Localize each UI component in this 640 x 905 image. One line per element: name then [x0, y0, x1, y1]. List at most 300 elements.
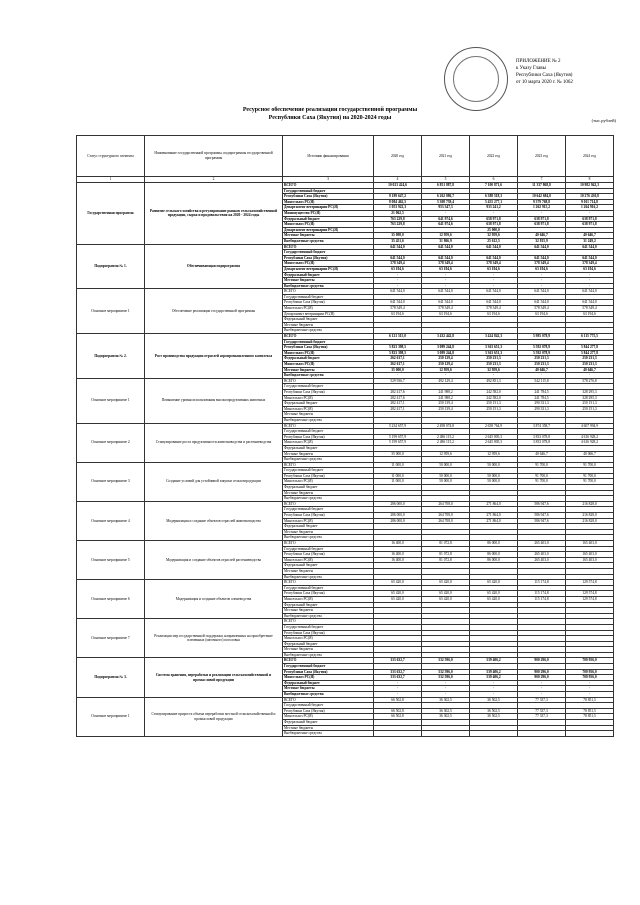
- value-cell: -: [566, 278, 614, 284]
- value-cell: 6 115 775,5: [566, 334, 614, 340]
- value-cell: -: [518, 283, 566, 289]
- status-cell: Подпрограмма № 3.: [77, 658, 145, 697]
- value-cell: 5 234 657,9: [374, 423, 422, 429]
- value-cell: 77 337,3: [518, 697, 566, 703]
- value-cell: 290 331,3: [518, 406, 566, 412]
- value-cell: -: [422, 283, 470, 289]
- value-cell: 539 406,2: [470, 669, 518, 675]
- value-cell: 271 864,0: [470, 518, 518, 524]
- value-cell: 165 403,0: [566, 552, 614, 558]
- value-cell: 578 349,4: [566, 261, 614, 267]
- value-cell: 492 129,4: [422, 378, 470, 384]
- col-number: 6: [470, 177, 518, 183]
- appendix-header: [516, 58, 626, 86]
- value-cell: 532 596,0: [422, 669, 470, 675]
- source-cell: Федеральный бюджет: [283, 216, 374, 222]
- value-cell: 900 296,0: [518, 658, 566, 664]
- value-cell: 578 349,4: [374, 306, 422, 312]
- value-cell: -: [518, 272, 566, 278]
- value-cell: 25 612,5: [470, 238, 518, 244]
- value-cell: 638 971,8: [518, 216, 566, 222]
- value-cell: 2 645 805,3: [470, 440, 518, 446]
- value-cell: 66 502,8: [374, 708, 422, 714]
- source-cell: Государственный бюджет: [283, 507, 374, 513]
- value-cell: 641 544,0: [422, 289, 470, 295]
- source-cell: ВСЕГО: [283, 697, 374, 703]
- value-cell: 700 956,0: [566, 669, 614, 675]
- value-cell: 763 229,8: [374, 216, 422, 222]
- value-cell: 333 632,7: [374, 669, 422, 675]
- header-2022: 2022 год: [470, 136, 518, 177]
- value-cell: -: [470, 692, 518, 698]
- value-cell: 66 502,8: [374, 697, 422, 703]
- value-cell: 5 455 277,1: [470, 199, 518, 205]
- source-cell: ВСЕГО: [283, 619, 374, 625]
- source-cell: Государственный бюджет: [283, 703, 374, 709]
- value-cell: 81 072,8: [422, 541, 470, 547]
- source-cell: Республики Саха (Якутия): [283, 552, 374, 558]
- value-cell: 641 544,0: [374, 244, 422, 250]
- value-cell: 91 700,0: [566, 462, 614, 468]
- source-cell: Федеральный бюджет: [283, 485, 374, 491]
- source-cell: Республики Саха (Якутия): [283, 434, 374, 440]
- source-cell: Республики Саха (Якутия): [283, 591, 374, 597]
- value-cell: 3 432 442,8: [422, 334, 470, 340]
- source-cell: Федеральный бюджет: [283, 720, 374, 726]
- source-cell: Минсельхоз РС(Я): [283, 440, 374, 446]
- value-cell: 10 982 942,3: [566, 183, 614, 189]
- value-cell: -: [566, 373, 614, 379]
- value-cell: 539 406,2: [470, 675, 518, 681]
- value-cell: 4 616 928,2: [566, 434, 614, 440]
- value-cell: -: [566, 680, 614, 686]
- appendix-line: к Указу Главы: [516, 66, 546, 71]
- value-cell: 250 129,4: [422, 356, 470, 362]
- value-cell: 250 151,3: [566, 406, 614, 412]
- value-cell: 5 592 078,9: [518, 350, 566, 356]
- source-cell: Внебюджетные средства: [283, 373, 374, 379]
- value-cell: 539 406,2: [470, 658, 518, 664]
- value-cell: 532 596,0: [422, 675, 470, 681]
- source-cell: Минсельхоз РС(Я): [283, 395, 374, 401]
- value-cell: 641 974,6: [422, 222, 470, 228]
- value-cell: 933 241,2: [470, 205, 518, 211]
- value-cell: 81 072,8: [422, 552, 470, 558]
- value-cell: 286 000,0: [374, 513, 422, 519]
- value-cell: -: [470, 373, 518, 379]
- value-cell: 32 815,9: [518, 238, 566, 244]
- value-cell: [518, 731, 566, 737]
- value-cell: 25 000,0: [470, 227, 518, 233]
- value-cell: 1 264 916,2: [566, 205, 614, 211]
- value-cell: 2 486 115,2: [422, 434, 470, 440]
- value-cell: 3 363 651,3: [470, 350, 518, 356]
- value-cell: -: [470, 283, 518, 289]
- value-cell: 328 295,3: [566, 389, 614, 395]
- value-cell: 5 823 398,5: [374, 345, 422, 351]
- value-cell: 241 784,5: [518, 389, 566, 395]
- value-cell: -: [518, 373, 566, 379]
- source-cell: Минсельхоз РС(Я): [283, 350, 374, 356]
- program-name-cell: Стимулирование прироста объема переработки местной сельскохозяйственной и промысловой продукции: [145, 697, 283, 736]
- source-cell: Местные бюджеты: [283, 608, 374, 614]
- value-cell: 3 424 842,3: [470, 334, 518, 340]
- value-cell: 641 544,0: [374, 289, 422, 295]
- value-cell: 578 349,4: [470, 306, 518, 312]
- value-cell: 586 947,6: [518, 513, 566, 519]
- value-cell: -: [422, 373, 470, 379]
- source-cell: Федеральный бюджет: [283, 602, 374, 608]
- value-cell: 40 646,7: [518, 367, 566, 373]
- source-cell: Государственный бюджет: [283, 339, 374, 345]
- value-cell: 641 544,0: [518, 289, 566, 295]
- value-cell: 641 544,0: [470, 244, 518, 250]
- value-cell: 86 000,0: [470, 557, 518, 563]
- source-cell: Местные бюджеты: [283, 233, 374, 239]
- source-cell: Минсельхоз РС(Я): [283, 199, 374, 205]
- source-cell: ВСЕГО: [283, 501, 374, 507]
- value-cell: -: [470, 278, 518, 284]
- value-cell: 250 151,3: [566, 401, 614, 407]
- value-cell: 35 000,0: [374, 367, 422, 373]
- source-cell: ВСЕГО: [283, 378, 374, 384]
- value-cell: 641 544,0: [566, 244, 614, 250]
- source-cell: Республики Саха (Якутия): [283, 630, 374, 636]
- value-cell: 578 349,4: [374, 261, 422, 267]
- source-cell: Внебюджетные средства: [283, 535, 374, 541]
- value-cell: 50 000,0: [470, 479, 518, 485]
- value-cell: 36 502,5: [470, 708, 518, 714]
- source-cell: ВСЕГО: [283, 334, 374, 340]
- value-cell: 7 100 871,6: [470, 183, 518, 189]
- header-status: Статус структурного элемента: [77, 136, 145, 177]
- value-cell: 271 864,0: [470, 513, 518, 519]
- value-cell: 900 296,0: [518, 675, 566, 681]
- value-cell: -: [566, 283, 614, 289]
- value-cell: 282 417,1: [374, 401, 422, 407]
- value-cell: -: [470, 686, 518, 692]
- value-cell: 578 349,4: [566, 306, 614, 312]
- value-cell: 250 231,3: [470, 356, 518, 362]
- source-cell: Местные бюджеты: [283, 647, 374, 653]
- value-cell: 31 866,9: [422, 238, 470, 244]
- source-cell: ВСЕГО: [283, 183, 374, 189]
- value-cell: 36 302,5: [422, 697, 470, 703]
- value-cell: 250 231,3: [470, 362, 518, 368]
- value-cell: 12 959,6: [422, 233, 470, 239]
- program-name-cell: Стимулирование роста продуктивности животноводства и растениеводства: [145, 423, 283, 462]
- source-cell: ВСЕГО: [283, 580, 374, 586]
- value-cell: 586 947,6: [518, 501, 566, 507]
- value-cell: 65 420,0: [374, 580, 422, 586]
- value-cell: -: [422, 692, 470, 698]
- source-cell: Местные бюджеты: [283, 412, 374, 418]
- value-cell: 638 971,8: [566, 216, 614, 222]
- value-cell: 264 708,0: [422, 518, 470, 524]
- value-cell: 2 486 115,2: [422, 440, 470, 446]
- value-cell: 638 971,8: [470, 222, 518, 228]
- source-cell: Внебюджетные средства: [283, 328, 374, 334]
- value-cell: -: [518, 680, 566, 686]
- official-seal: [444, 47, 508, 111]
- source-cell: Государственный бюджет: [283, 188, 374, 194]
- value-cell: 6 121 515,0: [374, 334, 422, 340]
- value-cell: 282 417,6: [374, 395, 422, 401]
- value-cell: 216 828,0: [566, 518, 614, 524]
- header-source: Источник финансирования: [283, 136, 374, 177]
- value-cell: [470, 731, 518, 737]
- value-cell: 578 349,4: [518, 306, 566, 312]
- value-cell: 529 936,7: [374, 378, 422, 384]
- header-2021: 2021 год: [422, 136, 470, 177]
- value-cell: 241 784,5: [518, 395, 566, 401]
- source-cell: Внебюджетные средства: [283, 496, 374, 502]
- source-cell: Государственный бюджет: [283, 429, 374, 435]
- source-cell: Внебюджетные средства: [283, 692, 374, 698]
- value-cell: 265 403,0: [518, 557, 566, 563]
- value-cell: 5 308 739,4: [422, 199, 470, 205]
- source-cell: Республики Саха (Якутия): [283, 473, 374, 479]
- value-cell: 532 596,0: [422, 658, 470, 664]
- source-cell: Местные бюджеты: [283, 451, 374, 457]
- status-cell: Основное мероприятие 7: [77, 619, 145, 658]
- status-cell: Основное мероприятие 4: [77, 501, 145, 540]
- value-cell: 81 072,8: [422, 557, 470, 563]
- value-cell: 3 874 358,7: [518, 423, 566, 429]
- value-cell: 115 174,8: [518, 596, 566, 602]
- value-cell: 638 971,8: [518, 222, 566, 228]
- value-cell: 9 189 647,2: [374, 194, 422, 200]
- value-cell: -: [566, 686, 614, 692]
- value-cell: 63 194,6: [374, 311, 422, 317]
- value-cell: 40 646,7: [566, 367, 614, 373]
- col-number: 2: [145, 177, 283, 183]
- value-cell: 641 544,0: [566, 255, 614, 261]
- value-cell: 216 828,0: [566, 501, 614, 507]
- status-cell: Основное мероприятие 1: [77, 289, 145, 334]
- value-cell: 36 302,5: [422, 714, 470, 720]
- value-cell: 12 959,6: [470, 451, 518, 457]
- source-cell: Департамент ветеринарии РС(Я): [283, 205, 374, 211]
- value-cell: 290 331,3: [518, 401, 566, 407]
- value-cell: 586 947,6: [518, 518, 566, 524]
- value-cell: 65 420,0: [374, 596, 422, 602]
- value-cell: 641 544,0: [422, 255, 470, 261]
- appendix-line: от 10 марта 2020 г. № 1062: [516, 80, 573, 85]
- value-cell: -: [470, 272, 518, 278]
- source-cell: Местные бюджеты: [283, 529, 374, 535]
- source-cell: Государственный бюджет: [283, 624, 374, 630]
- value-cell: 2 658 764,9: [470, 423, 518, 429]
- value-cell: 86 000,0: [470, 552, 518, 558]
- value-cell: 2 498 074,8: [422, 423, 470, 429]
- value-cell: 35 000,0: [374, 451, 422, 457]
- value-cell: 641 544,0: [422, 244, 470, 250]
- source-cell: Местные бюджеты: [283, 568, 374, 574]
- value-cell: 63 194,6: [422, 311, 470, 317]
- value-cell: 115 174,8: [518, 580, 566, 586]
- value-cell: 63 194,6: [470, 311, 518, 317]
- program-name-cell: Модернизация и создание объектов отраслей животноводства: [145, 501, 283, 540]
- source-cell: Минсельхоз РС(Я): [283, 362, 374, 368]
- value-cell: 50 000,0: [470, 473, 518, 479]
- value-cell: 32 959,6: [470, 367, 518, 373]
- value-cell: 21 062,5: [374, 210, 422, 216]
- source-cell: Федеральный бюджет: [283, 524, 374, 530]
- value-cell: -: [518, 686, 566, 692]
- source-cell: Минсельхоз РС(Я): [283, 675, 374, 681]
- value-cell: 66 502,8: [374, 714, 422, 720]
- source-cell: ВСЕГО: [283, 423, 374, 429]
- source-cell: Государственный бюджет: [283, 546, 374, 552]
- value-cell: 641 974,6: [422, 216, 470, 222]
- value-cell: 250 151,3: [470, 401, 518, 407]
- value-cell: 262 617,1: [374, 356, 422, 362]
- value-cell: 40 646,7: [518, 233, 566, 239]
- value-cell: -: [422, 272, 470, 278]
- source-cell: Внебюджетные средства: [283, 574, 374, 580]
- status-cell: Основное мероприятие 1: [77, 378, 145, 423]
- value-cell: 12 959,6: [422, 451, 470, 457]
- value-cell: 282 417,1: [374, 406, 422, 412]
- source-cell: Федеральный бюджет: [283, 356, 374, 362]
- source-cell: Республики Саха (Якутия): [283, 345, 374, 351]
- value-cell: 165 403,0: [566, 557, 614, 563]
- value-cell: 63 194,6: [566, 266, 614, 272]
- value-cell: 333 632,7: [374, 675, 422, 681]
- source-cell: Минимущество РС(Я): [283, 210, 374, 216]
- value-cell: 63 194,6: [422, 266, 470, 272]
- value-cell: 641 544,0: [470, 289, 518, 295]
- value-cell: 36 302,5: [422, 708, 470, 714]
- value-cell: 65 420,0: [422, 580, 470, 586]
- value-cell: 63 194,6: [518, 266, 566, 272]
- status-cell: Государственная программа: [77, 183, 145, 245]
- value-cell: 641 544,0: [374, 255, 422, 261]
- value-cell: 641 544,0: [470, 300, 518, 306]
- source-cell: Минсельхоз РС(Я): [283, 557, 374, 563]
- value-cell: -: [518, 692, 566, 698]
- value-cell: 16 400,0: [374, 541, 422, 547]
- value-cell: 250 231,3: [518, 362, 566, 368]
- value-cell: 40 646,7: [566, 233, 614, 239]
- value-cell: 129 574,8: [566, 596, 614, 602]
- value-cell: 50 000,0: [422, 462, 470, 468]
- value-cell: 286 000,0: [374, 501, 422, 507]
- value-cell: 3 089 244,8: [422, 350, 470, 356]
- value-cell: 6 851 887,8: [422, 183, 470, 189]
- value-cell: 78 851,5: [566, 708, 614, 714]
- document-title: [120, 106, 540, 122]
- value-cell: 250 151,3: [470, 406, 518, 412]
- source-cell: Республики Саха (Якутия): [283, 255, 374, 261]
- value-cell: 271 864,0: [470, 501, 518, 507]
- value-cell: 16 400,0: [374, 557, 422, 563]
- value-cell: 641 544,0: [566, 289, 614, 295]
- source-cell: Федеральный бюджет: [283, 563, 374, 569]
- value-cell: 11 000,0: [374, 462, 422, 468]
- value-cell: 5 823 398,5: [374, 350, 422, 356]
- source-cell: Республики Саха (Якутия): [283, 300, 374, 306]
- value-cell: 700 956,0: [566, 675, 614, 681]
- value-cell: -: [422, 278, 470, 284]
- header-2024: 2024 год: [566, 136, 614, 177]
- value-cell: 578 349,4: [422, 261, 470, 267]
- source-cell: ВСЕГО: [283, 462, 374, 468]
- value-cell: 63 194,6: [470, 266, 518, 272]
- value-cell: -: [470, 210, 518, 216]
- value-cell: 65 420,0: [422, 591, 470, 597]
- value-cell: 578 276,8: [566, 378, 614, 384]
- value-cell: 216 828,0: [566, 513, 614, 519]
- value-cell: 5 985 078,9: [518, 334, 566, 340]
- value-cell: 10 023 424,6: [374, 183, 422, 189]
- value-cell: 578 349,4: [422, 306, 470, 312]
- program-name-cell: Повышение уровня использования высокопродуктивных животных: [145, 378, 283, 423]
- value-cell: 242 582,0: [470, 389, 518, 395]
- col-number: 8: [566, 177, 614, 183]
- value-cell: 264 708,0: [422, 513, 470, 519]
- value-cell: 5 844 277,8: [566, 350, 614, 356]
- value-cell: -: [374, 692, 422, 698]
- value-cell: 50 000,0: [470, 462, 518, 468]
- source-cell: Федеральный бюджет: [283, 317, 374, 323]
- value-cell: 10 642 684,0: [518, 194, 566, 200]
- value-cell: 8 084 462,5: [374, 199, 422, 205]
- source-cell: Республики Саха (Якутия): [283, 513, 374, 519]
- value-cell: 129 574,8: [566, 591, 614, 597]
- source-cell: Государственный бюджет: [283, 468, 374, 474]
- source-cell: Республики Саха (Якутия): [283, 194, 374, 200]
- value-cell: -: [566, 272, 614, 278]
- title-line-2: Республики Саха (Якутия) на 2020-2024 годы: [268, 115, 392, 121]
- program-name-cell: Обеспечение реализации государственной программы: [145, 289, 283, 334]
- value-cell: 4 607 994,9: [566, 423, 614, 429]
- value-cell: 250 129,4: [422, 362, 470, 368]
- value-cell: 5 199 657,9: [374, 440, 422, 446]
- source-cell: Внебюджетные средства: [283, 457, 374, 463]
- program-name-cell: Развитие сельского хозяйства и регулирование рынков сельскохозяйственной продукции, сырья и продовольствия на 2020 - 2024 годы: [145, 183, 283, 245]
- value-cell: 10 276 430,8: [566, 194, 614, 200]
- header-row: [77, 136, 614, 177]
- value-cell: 65 420,0: [470, 580, 518, 586]
- value-cell: 492 851,3: [470, 378, 518, 384]
- value-cell: 250 139,4: [422, 406, 470, 412]
- appendix-line: Республики Саха (Якутия): [516, 73, 573, 78]
- program-name-cell: Система хранения, переработки и реализации сельскохозяйственной и промысловой продукции: [145, 658, 283, 697]
- value-cell: 5 199 657,9: [374, 434, 422, 440]
- source-cell: Местные бюджеты: [283, 367, 374, 373]
- status-cell: Основное мероприятие 1: [77, 697, 145, 736]
- source-cell: Минсельхоз РС(Я): [283, 261, 374, 267]
- value-cell: 3 089 244,8: [422, 345, 470, 351]
- status-cell: Подпрограмма № 1.: [77, 244, 145, 289]
- source-cell: Федеральный бюджет: [283, 445, 374, 451]
- source-cell: Внебюджетные средства: [283, 613, 374, 619]
- value-cell: 65 420,0: [470, 596, 518, 602]
- value-cell: 3 363 651,3: [470, 345, 518, 351]
- value-cell: 333 632,7: [374, 658, 422, 664]
- source-cell: Внебюджетные средства: [283, 238, 374, 244]
- value-cell: 11 337 868,8: [518, 183, 566, 189]
- source-cell: Внебюджетные средства: [283, 652, 374, 658]
- value-cell: 578 349,4: [470, 261, 518, 267]
- value-cell: -: [374, 283, 422, 289]
- value-cell: 91 700,0: [518, 462, 566, 468]
- source-cell: Департамент ветеринарии РС(Я): [283, 227, 374, 233]
- value-cell: 78 851,5: [566, 714, 614, 720]
- source-cell: Федеральный бюджет: [283, 680, 374, 686]
